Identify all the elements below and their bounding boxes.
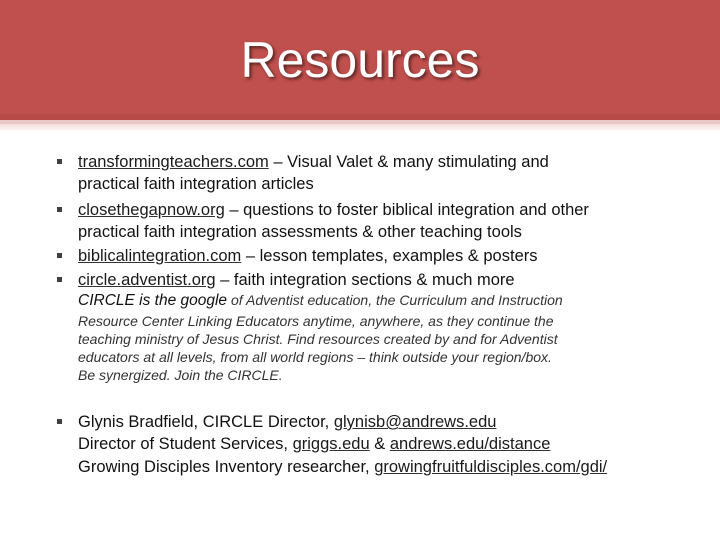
resource-line xyxy=(78,200,589,221)
contact-name: Glynis Bradfield, CIRCLE Director, xyxy=(78,413,334,431)
resource-line xyxy=(78,270,515,291)
circle-note-lead: CIRCLE is the google xyxy=(78,292,228,309)
resource-link[interactable]: circle.adventist.org xyxy=(78,271,216,289)
circle-note-text: of Adventist education, the Curriculum and Instruction xyxy=(227,292,563,308)
bullet-marker xyxy=(57,277,62,282)
resource-line xyxy=(78,152,549,173)
contact-line xyxy=(78,434,550,455)
resource-description: – lesson templates, examples & posters xyxy=(241,247,538,265)
slide-title: Resources xyxy=(240,32,480,88)
andrews-distance-link[interactable]: andrews.edu/distance xyxy=(389,435,551,453)
resource-description: – Visual Valet & many stimulating and xyxy=(268,153,549,171)
resource-line-continued: practical faith integration articles xyxy=(78,175,314,193)
contact-role: Growing Disciples Inventory researcher, xyxy=(78,458,375,476)
contact-separator: & xyxy=(369,435,390,453)
circle-note-line: Be synergized. Join the CIRCLE. xyxy=(78,367,283,383)
circle-note-line: Resource Center Linking Educators anytime, anywhere, as they continue the xyxy=(78,313,554,329)
resource-link[interactable]: biblicalintegration.com xyxy=(78,247,242,265)
resource-line-continued: practical faith integration assessments & other teaching tools xyxy=(78,223,522,241)
gdi-link[interactable]: growingfruitfuldisciples.com/gdi/ xyxy=(374,458,608,476)
griggs-link[interactable]: griggs.edu xyxy=(292,435,370,453)
resource-link[interactable]: transformingteachers.com xyxy=(78,153,269,171)
resource-description: – questions to foster biblical integration and other xyxy=(224,201,589,219)
contact-line xyxy=(78,457,607,478)
bullet-marker xyxy=(57,207,62,212)
bullet-marker xyxy=(57,159,62,164)
email-link[interactable]: glynisb@andrews.edu xyxy=(333,413,497,431)
resource-line xyxy=(78,246,538,267)
circle-note-line: educators at all levels, from all world regions – think outside your region/box. xyxy=(78,349,552,365)
contact-role: Director of Student Services, xyxy=(78,435,293,453)
resource-description: – faith integration sections & much more xyxy=(215,271,515,289)
circle-note-line xyxy=(78,291,563,310)
contact-line xyxy=(78,412,496,433)
bullet-marker xyxy=(57,419,62,424)
circle-note-line: teaching ministry of Jesus Christ. Find resources created by and for Adventist xyxy=(78,331,558,347)
bullet-marker xyxy=(57,253,62,258)
resource-link[interactable]: closethegapnow.org xyxy=(78,201,225,219)
